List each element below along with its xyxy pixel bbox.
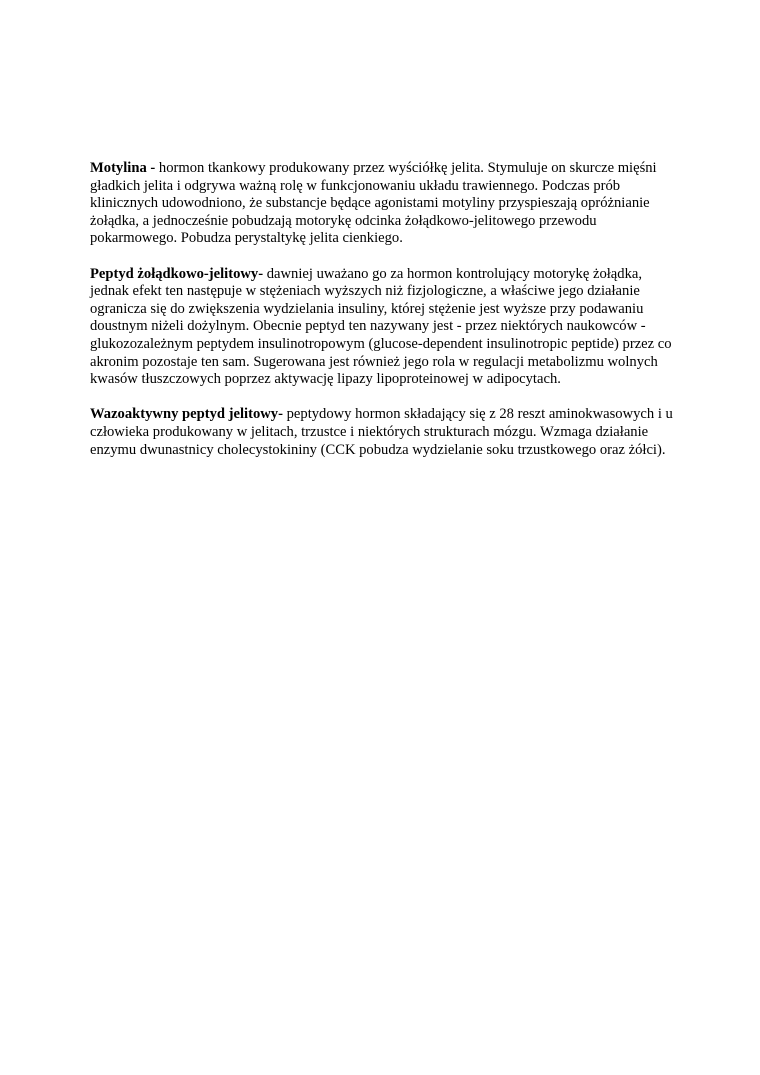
term-motylina: Motylina - [90,160,156,176]
term-peptyd-zoladkowo-jelitowy: Peptyd żołądkowo-jelitowy- [90,265,264,282]
definition-motylina: hormon tkankowy produkowany przez wyściółkę jelita. Stymuluje on skurcze mięśni gładkich jelita i odgrywa ważną rolę w funkcjonowaniu układu trawiennego. Podczas prób klinicznych udowodniono, że substancje będące agonistami motyliny przyspieszają opróżnianie żołądka, a jednocześnie pobudzają motorykę odcinka żołądkowo-jelitowego przewodu pokarmowego. Pobudza perystaltykę jelita cienkiego. [90,160,657,247]
paragraph-peptyd-zoladkowo-jelitowy [90,266,678,389]
paragraph-motylina [90,160,678,248]
document-body [90,160,678,477]
paragraph-wazoaktywny-peptyd-jelitowy [90,406,678,459]
definition-peptyd-zoladkowo-jelitowy: dawniej uważano go za hormon kontrolujący motorykę żołądka, jednak efekt ten następuje w stężeniach wyższych niż fizjologiczne, a właściwe jego działanie ogranicza się do zwiększenia wydzielania insuliny, której stężenie jest wyższe przy podawaniu doustnym niżeli dożylnym. Obecnie peptyd ten nazywany jest - przez niektórych naukowców - glukozozależnym peptydem insulinotropowym (glucose-dependent insulinotropic peptide) przez co akronim pozostaje ten sam. Sugerowana jest również jego rola w regulacji metabolizmu wolnych kwasów tłuszczowych poprzez aktywację lipazy lipoproteinowej w adipocytach. [90,265,672,388]
definition-wazoaktywny-peptyd-jelitowy: peptydowy hormon składający się z 28 reszt aminokwasowych i u człowieka produkowany w jelitach, trzustce i niektórych strukturach mózgu. Wzmaga działanie enzymu dwunastnicy cholecystokininy (CCK pobudza wydzielanie soku trzustkowego oraz żółci). [90,406,673,458]
term-wazoaktywny-peptyd-jelitowy: Wazoaktywny peptyd jelitowy- [90,406,283,423]
